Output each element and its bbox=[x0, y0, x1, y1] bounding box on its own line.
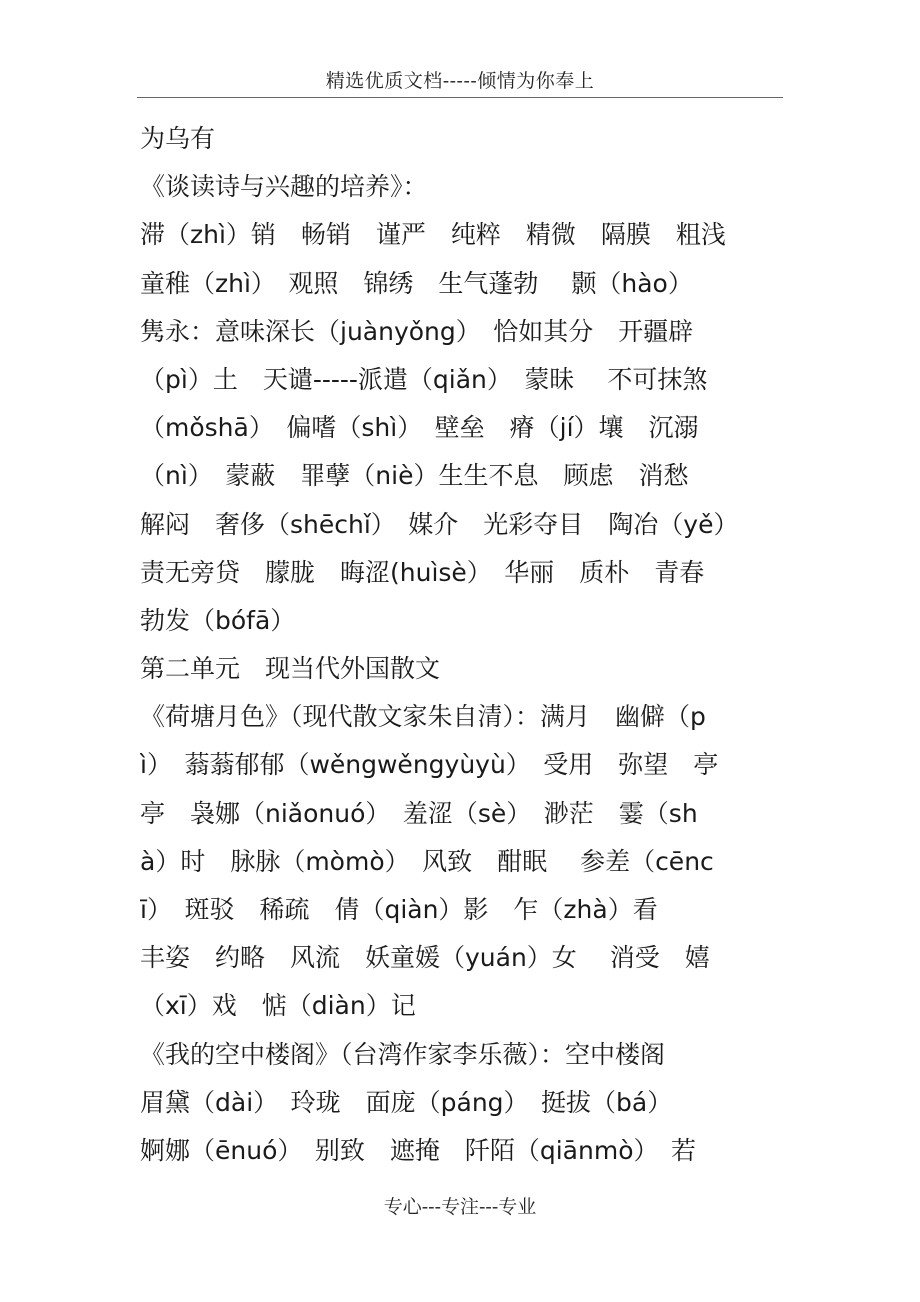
header-divider bbox=[137, 97, 783, 98]
text-line: 隽永：意味深长（juànyǒng） 恰如其分 开疆辟 bbox=[140, 316, 694, 346]
text-line: 滞（zhì）销 畅销 谨严 纯粹 精微 隔膜 粗浅 bbox=[140, 220, 726, 250]
text-line: （xī）戏 惦（diàn）记 bbox=[140, 991, 416, 1021]
text-line: 童稚（zhì） 观照 锦绣 生气蓬勃 颢（hào） bbox=[140, 268, 693, 298]
text-line: 勃发（bófā） bbox=[140, 605, 296, 635]
page-header: 精选优质文档-----倾情为你奉上 bbox=[325, 70, 595, 92]
text-line: 为乌有 bbox=[140, 124, 216, 153]
text-line: à）时 脉脉（mòmò） 风致 酣眠 参差（cēnc bbox=[140, 846, 714, 876]
text-line: 眉黛（dài） 玲珑 面庞（páng） 挺拔（bá） bbox=[140, 1087, 673, 1117]
text-line: 责无旁贷 朦胧 晦涩(huìsè） 华丽 质朴 青春 bbox=[140, 557, 705, 587]
text-line: 解闷 奢侈（shēchǐ） 媒介 光彩夺目 陶冶（yě） bbox=[140, 509, 739, 539]
text-line: （pì）土 天谴-----派遣（qiǎn） 蒙昧 不可抹煞 bbox=[140, 364, 708, 394]
text-line: 《谈读诗与兴趣的培养》： bbox=[140, 172, 428, 202]
text-line: 《我的空中楼阁》（台湾作家李乐薇）：空中楼阁 bbox=[140, 1039, 666, 1069]
document-body bbox=[140, 115, 800, 1175]
text-line: 丰姿 约略 风流 妖童媛（yuán）女 消受 嬉 bbox=[140, 943, 710, 973]
text-line: 亭 袅娜（niǎonuó） 羞涩（sè） 渺茫 霎（sh bbox=[140, 798, 698, 828]
text-line: ī） 斑驳 稀疏 倩（qiàn）影 乍（zhà）看 bbox=[140, 895, 658, 924]
section-heading: 第二单元 现当代外国散文 bbox=[140, 654, 441, 684]
text-line: 婀娜（ēnuó） 别致 遮掩 阡陌（qiānmò） 若 bbox=[140, 1135, 696, 1165]
page-footer: 专心---专注---专业 bbox=[383, 1196, 537, 1218]
text-line: ì） 蓊蓊郁郁（wěngwěngyùyù） 受用 弥望 亭 bbox=[140, 750, 719, 780]
text-line: （mǒshā） 偏嗜（shì） 壁垒 瘠（jí）壤 沉溺 bbox=[140, 413, 699, 443]
text-line: （nì） 蒙蔽 罪孽（niè）生生不息 顾虑 消愁 bbox=[140, 461, 689, 491]
text-line: 《荷塘月色》（现代散文家朱自清）：满月 幽僻（p bbox=[140, 702, 706, 732]
